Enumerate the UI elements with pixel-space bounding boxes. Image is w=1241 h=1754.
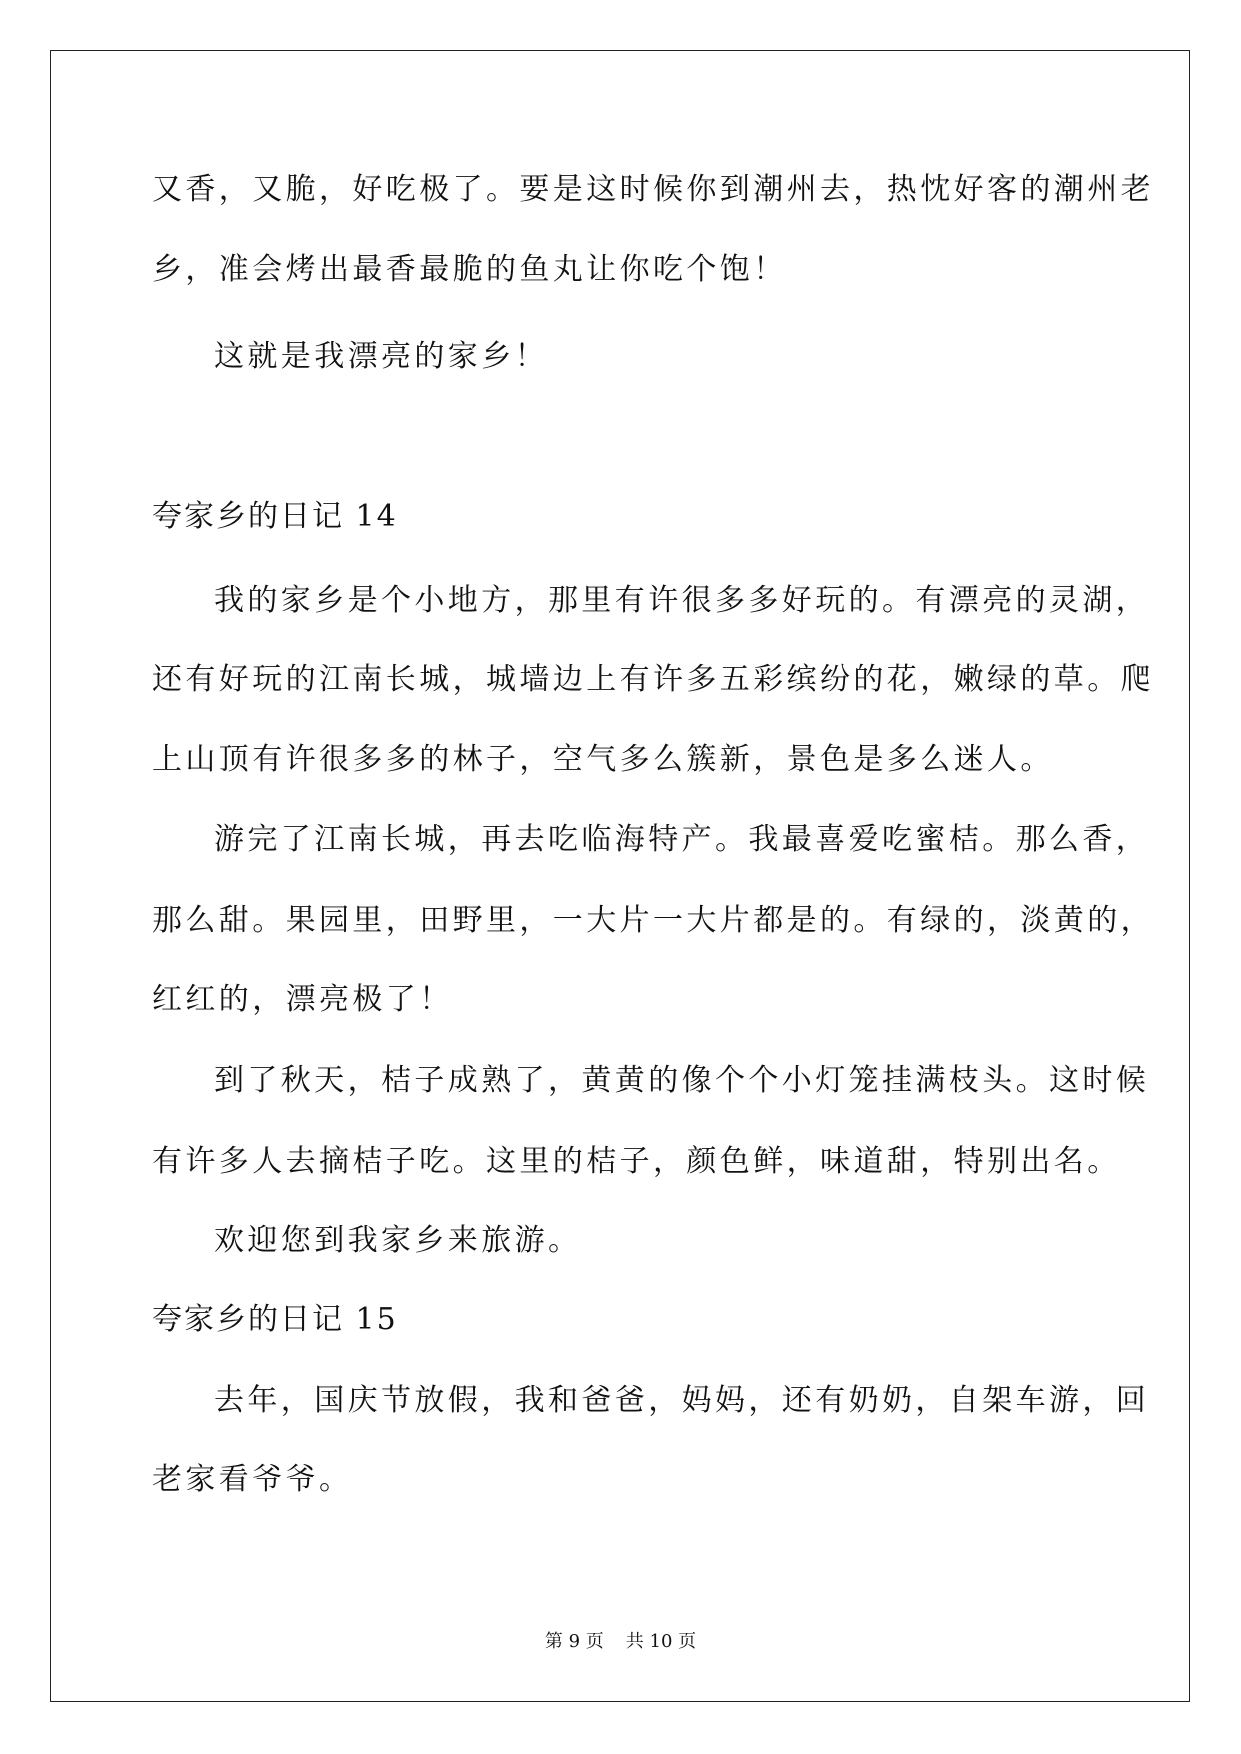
paragraph-line: 这就是我漂亮的家乡！ [214, 339, 548, 374]
paragraph-line: 那么甜。果园里，田野里，一大片一大片都是的。有绿的，淡黄的， [152, 903, 1154, 938]
paragraph-line: 乡，准会烤出最香最脆的鱼丸让你吃个饱！ [152, 252, 787, 287]
paragraph-line: 红红的，漂亮极了！ [152, 982, 453, 1017]
paragraph-line: 我的家乡是个小地方，那里有许很多多好玩的。有漂亮的灵湖， [214, 583, 1150, 618]
paragraph-line: 老家看爷爷。 [152, 1462, 353, 1497]
paragraph-line: 欢迎您到我家乡来旅游。 [214, 1223, 582, 1258]
page-number: 第 9 页 [544, 1631, 604, 1652]
page-frame [50, 50, 1190, 1702]
section-heading: 夸家乡的日记 14 [152, 499, 398, 534]
paragraph-line: 游完了江南长城，再去吃临海特产。我最喜爱吃蜜桔。那么香， [214, 822, 1150, 857]
paragraph-line: 上山顶有许很多多的林子，空气多么簇新，景色是多么迷人。 [152, 742, 1054, 777]
paragraph-line: 去年，国庆节放假，我和爸爸，妈妈，还有奶奶，自架车游，回 [214, 1383, 1150, 1418]
section-heading: 夸家乡的日记 15 [152, 1302, 398, 1337]
page-total: 共 10 页 [625, 1631, 697, 1652]
paragraph-line: 有许多人去摘桔子吃。这里的桔子，颜色鲜，味道甜，特别出名。 [152, 1144, 1121, 1179]
paragraph-line: 还有好玩的江南长城，城墙边上有许多五彩缤纷的花，嫩绿的草。爬 [152, 662, 1154, 697]
paragraph-line: 又香，又脆，好吃极了。要是这时候你到潮州去，热忱好客的潮州老 [152, 172, 1154, 207]
page-footer [0, 1630, 1241, 1654]
paragraph-line: 到了秋天，桔子成熟了，黄黄的像个个小灯笼挂满枝头。这时候 [214, 1063, 1150, 1098]
